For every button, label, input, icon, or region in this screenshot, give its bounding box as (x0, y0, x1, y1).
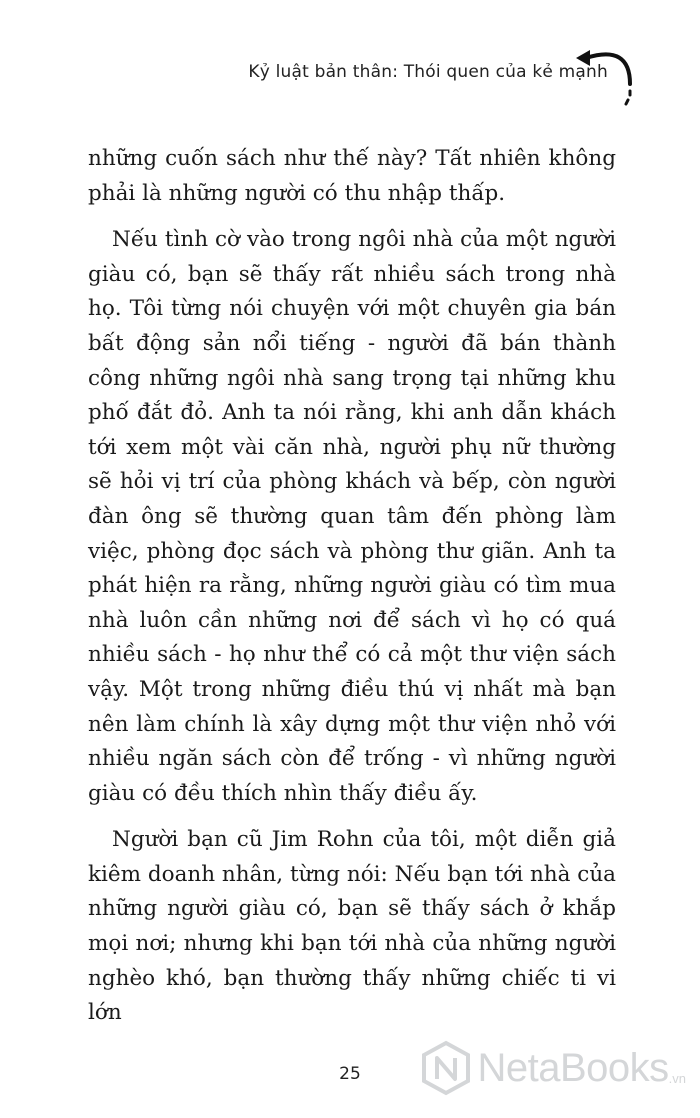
paragraph: Nếu tình cờ vào trong ngôi nhà của một người giàu có, bạn sẽ thấy rất nhiều sách trong nhà họ. Tôi từng nói chuyện với một chuyên gia bán bất động sản nổi tiếng - người đã bán thành công những ngôi nhà sang trọng tại những khu phố đắt đỏ. Anh ta nói rằng, khi anh dẫn khách tới xem một vài căn nhà, người phụ nữ thường sẽ hỏi vị trí của phòng khách và bếp, còn người đàn ông sẽ thường quan tâm đến phòng làm việc, phòng đọc sách và phòng thư giãn. Anh ta phát hiện ra rằng, những người giàu có tìm mua nhà luôn cần những nơi để sách vì họ có quá nhiều sách - họ như thể có cả một thư viện sách vậy. Một trong những điều thú vị nhất mà bạn nên làm chính là xây dựng một thư viện nhỏ với nhiều ngăn sách còn để trống - vì những người giàu có đều thích nhìn thấy điều ấy. (88, 227, 616, 806)
curved-arrow-icon (572, 44, 642, 114)
paragraph: những cuốn sách như thế này? Tất nhiên không phải là những người có thu nhập thấp. (88, 146, 616, 206)
body-text (88, 142, 616, 1031)
watermark (386, 1036, 686, 1100)
watermark-suffix: .vn (668, 1071, 686, 1086)
paragraph: Người bạn cũ Jim Rohn của tôi, một diễn giả kiêm doanh nhân, từng nói: Nếu bạn tới nhà của những người giàu có, bạn sẽ thấy sách ở khắp mọi nơi; nhưng khi bạn tới nhà của những người nghèo khó, bạn thường thấy những chiếc ti vi lớn (88, 827, 616, 1026)
page-number: 25 (339, 1064, 361, 1084)
watermark-brand: NetaBooks (477, 1045, 669, 1090)
running-header-title: Kỷ luật bản thân: Thói quen của kẻ mạnh (248, 62, 608, 82)
netabooks-logo-icon (421, 1040, 471, 1096)
